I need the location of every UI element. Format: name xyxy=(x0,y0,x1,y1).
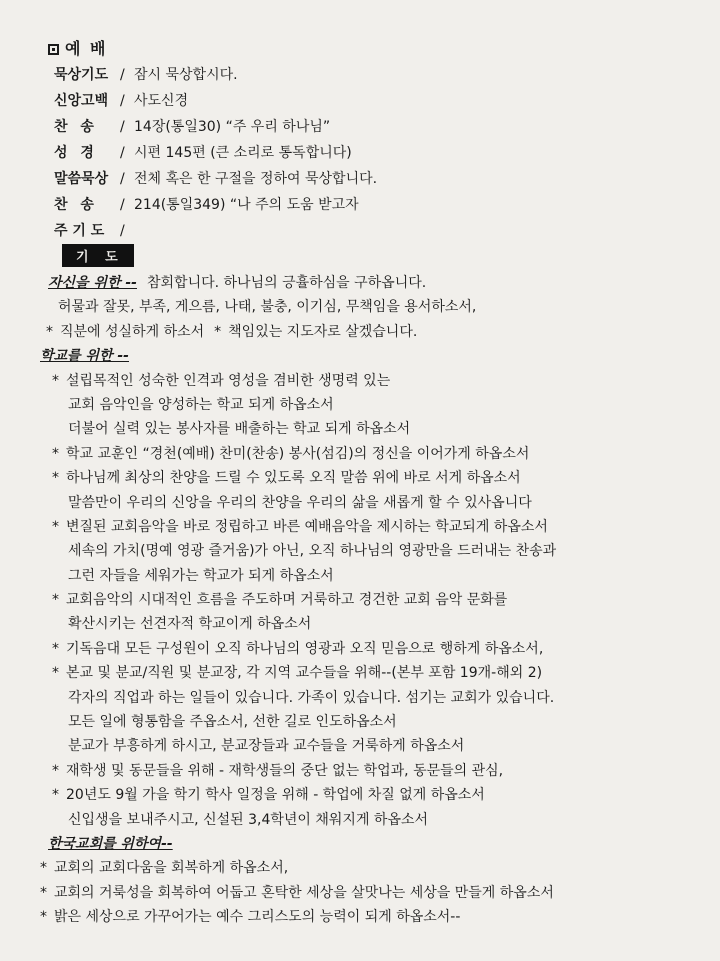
school-line-text: 그런 자들을 세워가는 학교가 되게 하옵소서 xyxy=(68,567,334,584)
bullet-mark: * xyxy=(52,762,59,779)
worship-label: 찬 송 xyxy=(54,119,98,135)
school-line-text: 변질된 교회음악을 바로 정립하고 바른 예배음악을 제시하는 학교되게 하옵소서 xyxy=(66,518,548,535)
bullet-mark: * xyxy=(52,518,59,535)
bullet-mark: * xyxy=(52,592,59,609)
self-line-a: 직분에 성실하게 하소서 xyxy=(60,323,205,340)
church-line-text: 교회의 교회다움을 회복하게 하옵소서, xyxy=(54,860,289,877)
prayer-section xyxy=(40,244,680,930)
church-heading-line xyxy=(40,832,680,856)
school-line xyxy=(40,686,680,710)
worship-text: 사도신경 xyxy=(134,93,189,109)
school-line xyxy=(40,515,680,539)
prayer-title: 기 도 xyxy=(62,244,134,267)
worship-label: 신앙고백 xyxy=(54,93,109,109)
self-heading-text: 참회합니다. 하나님의 긍휼하심을 구하옵니다. xyxy=(147,275,427,291)
school-line-text: 분교가 부흥하게 하시고, 분교장들과 교수들을 거룩하게 하옵소서 xyxy=(68,738,465,755)
worship-separator: / xyxy=(120,223,125,239)
worship-text: 14장(통일30) “주 우리 하나님” xyxy=(134,119,331,135)
bullet-mark: * xyxy=(52,470,59,487)
bullet-mark: * xyxy=(52,787,59,804)
school-line-text: 설립목적인 성숙한 인격과 영성을 겸비한 생명력 있는 xyxy=(66,372,391,389)
school-line xyxy=(40,734,680,758)
self-heading-line xyxy=(40,271,680,295)
school-line-text: 재학생 및 동문들을 위해 - 재학생들의 중단 없는 학업과, 동문들의 관심, xyxy=(66,762,504,779)
worship-text: 시편 145편 (큰 소리로 통독합니다) xyxy=(134,145,352,161)
church-line xyxy=(40,856,680,880)
worship-label: 주 기 도 xyxy=(54,223,105,239)
school-line-text: 세속의 가치(명예 영광 즐거움)가 아닌, 오직 하나님의 영광만을 드러내는 찬송과 xyxy=(68,543,557,560)
school-line xyxy=(40,564,680,588)
school-line xyxy=(40,783,680,807)
worship-row xyxy=(54,62,377,88)
self-line-b: 책임있는 지도자로 살겠습니다. xyxy=(228,323,418,340)
church-line-text: 밝은 세상으로 가꾸어가는 예수 그리스도의 능력이 되게 하옵소서-- xyxy=(54,909,461,926)
school-line xyxy=(40,588,680,612)
worship-separator: / xyxy=(120,67,125,83)
self-line xyxy=(40,320,680,344)
worship-label: 찬 송 xyxy=(54,197,98,213)
school-line-text: 각자의 직업과 하는 일들이 있습니다. 가족이 있습니다. 섬기는 교회가 있습니다. xyxy=(68,689,555,706)
worship-row xyxy=(54,114,377,140)
worship-row xyxy=(54,218,377,244)
school-line xyxy=(40,637,680,661)
worship-text: 잠시 묵상합시다. xyxy=(134,67,238,83)
bullet-mark: * xyxy=(52,665,59,682)
school-line xyxy=(40,442,680,466)
worship-text: 전체 혹은 한 구절을 정하여 묵상합니다. xyxy=(134,171,378,187)
school-line xyxy=(40,661,680,685)
worship-title-text: 예 배 xyxy=(65,39,108,58)
school-heading: 학교를 위한 -- xyxy=(40,348,129,365)
worship-row xyxy=(54,88,377,114)
school-line-text: 교회음악의 시대적인 흐름을 주도하며 거룩하고 경건한 교회 음악 문화를 xyxy=(66,592,508,609)
worship-row xyxy=(54,192,377,218)
school-line xyxy=(40,539,680,563)
school-line xyxy=(40,759,680,783)
school-line xyxy=(40,393,680,417)
bullet-mark: * xyxy=(52,445,59,462)
worship-separator: / xyxy=(120,93,125,109)
church-lines xyxy=(40,856,680,929)
school-line-text: 20년도 9월 가을 학기 학사 일정을 위해 - 학업에 차질 없게 하옵소서 xyxy=(66,787,485,804)
church-line xyxy=(40,881,680,905)
church-heading: 한국교회를 위하여-- xyxy=(48,835,173,852)
worship-text: 214(통일349) “나 주의 도움 받고자 xyxy=(134,197,359,213)
bullet-mark: * xyxy=(40,860,47,877)
bullet-mark: * xyxy=(52,640,59,657)
school-line xyxy=(40,710,680,734)
bullet-mark: * xyxy=(46,323,53,340)
worship-separator: / xyxy=(120,119,125,135)
school-heading-line xyxy=(40,344,680,368)
school-line-text: 본교 및 분교/직원 및 분교장, 각 지역 교수들을 위해--(본부 포함 19개-해외 2) xyxy=(66,665,543,682)
school-line-text: 신입생을 보내주시고, 신설된 3,4학년이 채워지게 하옵소서 xyxy=(68,811,429,828)
church-line xyxy=(40,905,680,929)
worship-section xyxy=(48,36,377,244)
school-line-text: 더불어 실력 있는 봉사자를 배출하는 학교 되게 하옵소서 xyxy=(68,421,411,438)
school-line xyxy=(40,417,680,441)
school-line-text: 학교 교훈인 “경천(예배) 찬미(찬송) 봉사(섬김)의 정신을 이어가게 하옵소서 xyxy=(66,445,530,462)
self-line: 허물과 잘못, 부족, 게으름, 나태, 불충, 이기심, 무책임을 용서하소서, xyxy=(58,299,477,316)
square-bullet-icon xyxy=(48,44,59,55)
bullet-mark: * xyxy=(52,372,59,389)
worship-label: 성 경 xyxy=(54,145,98,161)
bullet-mark: * xyxy=(40,884,47,901)
worship-row xyxy=(54,166,377,192)
worship-row xyxy=(54,140,377,166)
bullet-mark: * xyxy=(214,323,222,340)
school-line-text: 기독음대 모든 구성원이 오직 하나님의 영광과 오직 믿음으로 행하게 하옵소서, xyxy=(66,640,544,657)
school-line xyxy=(40,808,680,832)
bullet-mark: * xyxy=(40,909,47,926)
school-line-text: 말씀만이 우리의 신앙을 우리의 찬양을 우리의 삶을 새롭게 할 수 있사옵니다 xyxy=(68,494,532,511)
school-line-text: 하나님께 최상의 찬양을 드릴 수 있도록 오직 말씀 위에 바로 서게 하옵소서 xyxy=(66,470,521,487)
worship-label: 말씀묵상 xyxy=(54,171,109,187)
church-line-text: 교회의 거룩성을 회복하여 어둡고 혼탁한 세상을 살맛나는 세상을 만들게 하옵소서 xyxy=(54,884,554,901)
worship-title xyxy=(48,36,377,62)
school-line-text: 교회 음악인을 양성하는 학교 되게 하옵소서 xyxy=(68,396,334,413)
worship-separator: / xyxy=(120,145,125,161)
school-line xyxy=(40,491,680,515)
school-line-text: 모든 일에 형통함을 주옵소서, 선한 길로 인도하옵소서 xyxy=(68,714,397,731)
school-lines xyxy=(40,369,680,832)
school-line xyxy=(40,612,680,636)
worship-separator: / xyxy=(120,197,125,213)
school-line xyxy=(40,466,680,490)
worship-label: 묵상기도 xyxy=(54,67,109,83)
school-line xyxy=(40,369,680,393)
worship-separator: / xyxy=(120,171,125,187)
self-heading: 자신을 위한 -- xyxy=(48,275,137,291)
school-line-text: 확산시키는 선견자적 학교이게 하옵소서 xyxy=(68,616,312,633)
